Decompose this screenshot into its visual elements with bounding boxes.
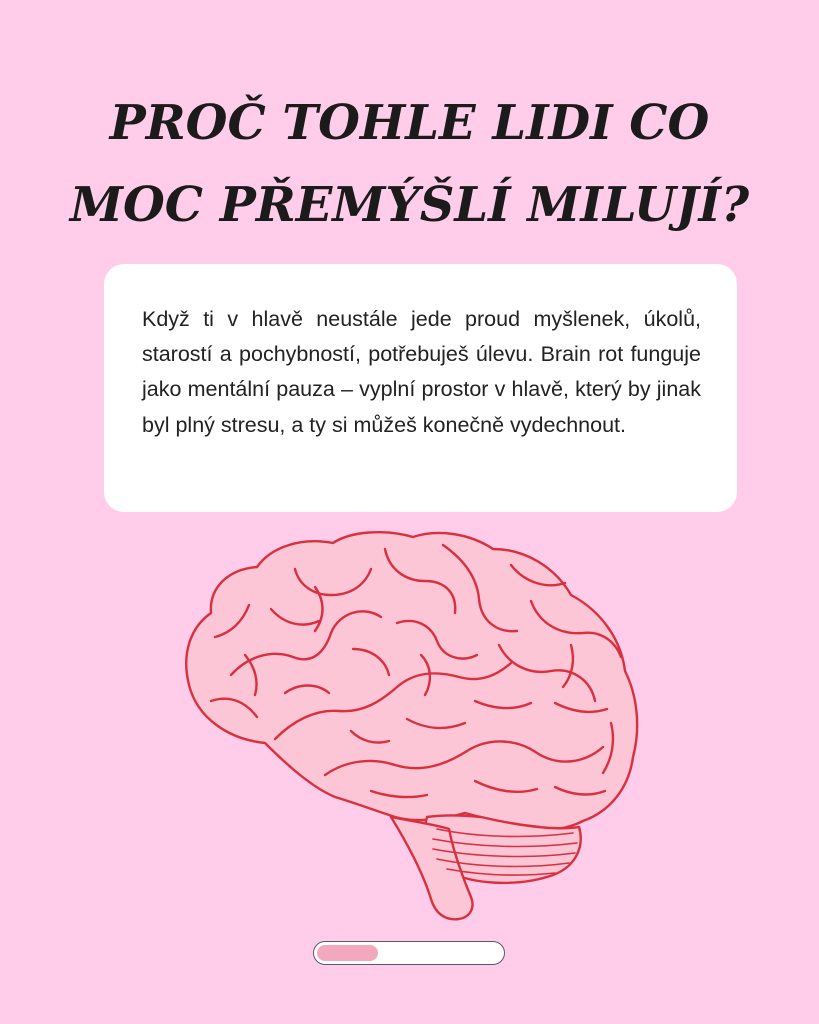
page-title-line-1: PROČ TOHLE LIDI CO xyxy=(109,95,710,151)
card-body-text: Když ti v hlavě neustále jede proud myšlenek, úkolů, starostí a pochybností, potřebuješ úlevu. Brain rot funguje jako mentální pauza – vyplní prostor v hlavě, který by jinak byl plný stresu, a ty si můžeš konečně vydechnout. xyxy=(142,307,701,437)
progress-bar-fill xyxy=(317,945,378,961)
brain-icon xyxy=(175,525,645,930)
page-title-line-2: MOC PŘEMÝŠLÍ MILUJÍ? xyxy=(69,177,750,233)
text-card xyxy=(104,264,737,512)
page-title xyxy=(0,82,819,246)
brain-outline xyxy=(186,532,637,829)
progress-bar xyxy=(313,941,505,965)
